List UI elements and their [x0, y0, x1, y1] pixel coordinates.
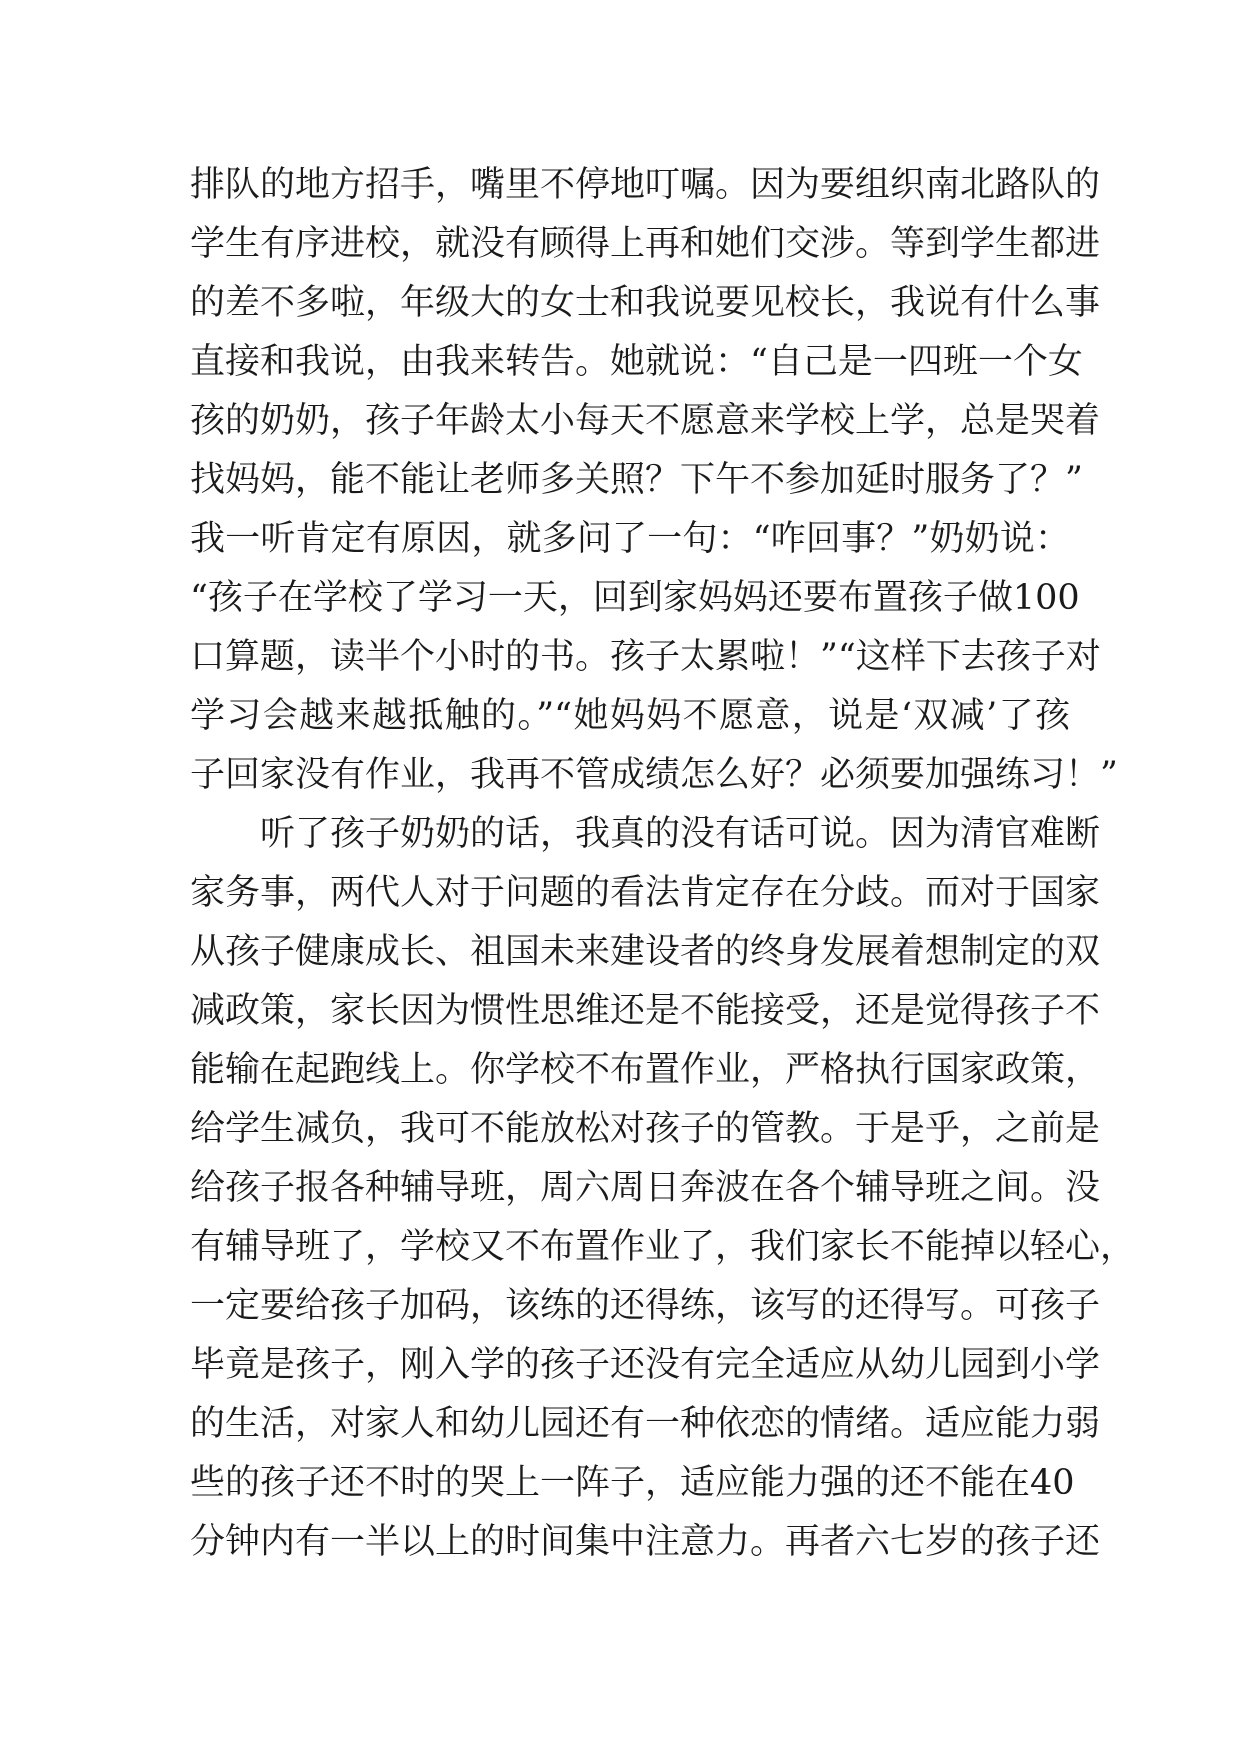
text-line: 直接和我说，由我来转告。她就说：“自己是一四班一个女: [190, 342, 1083, 382]
text-line: 给学生减负，我可不能放松对孩子的管教。于是乎，之前是: [190, 1109, 1101, 1149]
text-line: 孩的奶奶，孩子年龄太小每天不愿意来学校上学，总是哭着: [190, 401, 1101, 441]
text-line: 给孩子报各种辅导班，周六周日奔波在各个辅导班之间。没: [190, 1168, 1101, 1208]
body-text: [190, 156, 1136, 1572]
text-line: 减政策，家长因为惯性思维还是不能接受，还是觉得孩子不: [190, 991, 1101, 1031]
text-line: 的差不多啦，年级大的女士和我说要见校长，我说有什么事: [190, 283, 1101, 323]
text-line: 学生有序进校，就没有顾得上再和她们交涉。等到学生都进: [190, 224, 1101, 264]
text-line: 家务事，两代人对于问题的看法肯定存在分歧。而对于国家: [190, 873, 1101, 913]
text-line: 学习会越来越抵触的。”“她妈妈不愿意，说是‘双减’了孩: [190, 696, 1070, 736]
text-line: 从孩子健康成长、祖国未来建设者的终身发展着想制定的双: [190, 932, 1101, 972]
text-line: 子回家没有作业，我再不管成绩怎么好？必须要加强练习！”: [190, 755, 1118, 795]
text-line: 能输在起跑线上。你学校不布置作业，严格执行国家政策，: [190, 1050, 1101, 1090]
text-line: 有辅导班了，学校又不布置作业了，我们家长不能掉以轻心，: [190, 1227, 1136, 1267]
text-line: 我一听肯定有原因，就多问了一句：“咋回事？”奶奶说：: [190, 519, 1070, 559]
text-line: 找妈妈，能不能让老师多关照？下午不参加延时服务了？”: [190, 460, 1083, 500]
text-line: 排队的地方招手，嘴里不停地叮嘱。因为要组织南北路队的: [190, 165, 1101, 205]
text-line: 分钟内有一半以上的时间集中注意力。再者六七岁的孩子还: [190, 1522, 1101, 1562]
text-line: 些的孩子还不时的哭上一阵子，适应能力强的还不能在40: [190, 1463, 1075, 1503]
text-line: 一定要给孩子加码，该练的还得练，该写的还得写。可孩子: [190, 1286, 1101, 1326]
text-line: 口算题，读半个小时的书。孩子太累啦！”“这样下去孩子对: [190, 637, 1101, 677]
paragraph-first-line: 听了孩子奶奶的话，我真的没有话可说。因为清官难断: [260, 814, 1101, 854]
text-line: “孩子在学校了学习一天，回到家妈妈还要布置孩子做100: [190, 578, 1080, 618]
text-line: 的生活，对家人和幼儿园还有一种依恋的情绪。适应能力弱: [190, 1404, 1101, 1444]
text-line: 毕竟是孩子，刚入学的孩子还没有完全适应从幼儿园到小学: [190, 1345, 1101, 1385]
